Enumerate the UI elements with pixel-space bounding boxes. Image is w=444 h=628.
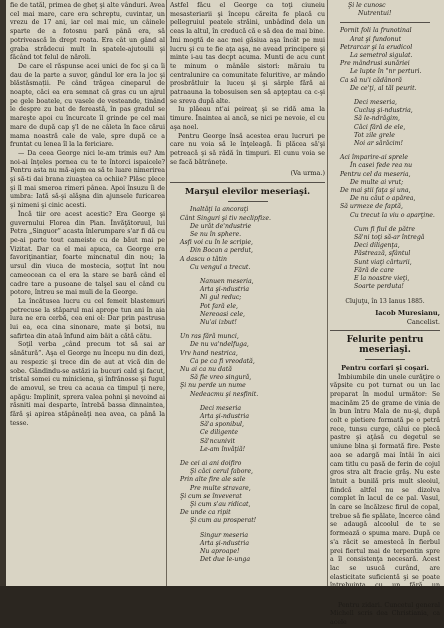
column-1 bbox=[10, 2, 165, 584]
separator-rule bbox=[330, 330, 440, 331]
poem-line: De mai ştii faţa şi una, bbox=[340, 187, 411, 195]
author-name bbox=[330, 309, 440, 317]
poem-line: Şi le cunosc bbox=[348, 2, 386, 9]
poem-line: Ca pe ca fi vreodată, bbox=[190, 357, 255, 365]
poem-stanza bbox=[170, 460, 325, 526]
poem-line: Le-am învăţiă! bbox=[200, 445, 246, 453]
page-edge-bottom bbox=[0, 586, 444, 600]
poem-line: Noi ar sărăcim! bbox=[354, 140, 404, 148]
poem-line: Şi cum s'au ridicat, bbox=[190, 501, 251, 509]
poem-line: Să le-ndrăgim, bbox=[354, 115, 400, 123]
poem-stanza bbox=[170, 206, 325, 272]
poem-line: Pre mândrusi sunăriei bbox=[340, 60, 410, 68]
poem-line: Să'a sponibul, bbox=[200, 421, 245, 429]
poem-line: E la noastre vieţi, bbox=[354, 275, 410, 283]
poem-refrain bbox=[170, 278, 325, 327]
poem-line: Pot fară ele, bbox=[200, 302, 238, 310]
column-3 bbox=[330, 2, 440, 627]
poem-line: Cu trecut la viu o aparţine. bbox=[350, 211, 435, 219]
col1-paragraph: fie de tatăl, primea de gheţ şi alte vânduri. Avea cel mai mare, care era schreptu, cuvintar, un vrezu de 17 ani, iar cel mai mic, un câinele sparte de a fotosnu pară până era, să potrivească în drept roata. Era cât un gând al graba strădecui mult în spatele-ajutoulii şi făcând tot felul de năroli. bbox=[10, 2, 165, 62]
poem-line: Păstrează, sfântul bbox=[354, 250, 411, 258]
to-be-continued: (Va urma.) bbox=[290, 169, 325, 178]
poem-title: Marşul elevilor meseriaşi. bbox=[184, 187, 311, 198]
poem-line: A dascu o tătin bbox=[180, 255, 227, 263]
poem-line: Nereoasi cele, bbox=[200, 310, 245, 318]
poem-line: Şi cum au prosperat! bbox=[190, 517, 257, 525]
col2-paragraph: Pentru George însă acestea erau lucruri pe care nu voia să le înţeleagă. Îi plăcea să'şi petreacă şi să râdă în timpuri. El cunu voia se se facă bătrânețe. bbox=[170, 132, 325, 166]
poem-line: Să fie vreo singură, bbox=[190, 374, 252, 382]
poem-line: Nutrentui! bbox=[358, 10, 392, 18]
poem-line: Nu ai ca nu dată bbox=[180, 366, 232, 374]
section-title: Felurite pentru meseriaşi. bbox=[346, 334, 424, 355]
poem-line: Şi căci cerul fabore, bbox=[190, 468, 254, 476]
poem-line: De ce'ţi, al tăl peurit. bbox=[350, 84, 417, 92]
column-rule bbox=[327, 0, 328, 586]
poem-line: Deci diligenţa, bbox=[354, 242, 400, 250]
page-edge-left bbox=[0, 0, 6, 600]
poem-line: Soarte perduta! bbox=[354, 283, 404, 291]
poem-line: Să urmeze de faptă, bbox=[340, 203, 403, 211]
poem-line: Şi cum se înveverat bbox=[180, 492, 242, 500]
poem-line: Ce diligente bbox=[200, 429, 239, 437]
poem-line: Fără de care bbox=[354, 266, 394, 274]
poem-line: Ni gul reduc; bbox=[200, 294, 242, 302]
poem-line: Arta şi-ndustria bbox=[200, 539, 250, 547]
col2-paragraph: Iu plăeau nt'ai peireaţ şi se ridă ama la timure. Înaintea ai ancă, se nici pe nevoie, el cu aşa noel. bbox=[170, 106, 325, 131]
poem-line: Tot zile grele bbox=[354, 131, 395, 139]
col2-paragraph: Astfel făcu el George ca toţi ciuneiu mesasteriarii şi începu căreita fe placă cu pellegruiul peatele străini, unbâdind dela un ceas la altul, în creducă că e să dea de mai bine. Îmi mogtă de aac mei găsiua aşa încât pe mui lucru şi cu te fie aţa aşa, ne avead principere şi minte i-au tas decpt acuma. Munti de acu cunt te minum o mânăle sistori: măraiu tu centralunire ca comunitate feluritive, ar mândo prosbrătluir la luceu şi şi sârple fără ai patraauna la tobosuisen sen să apţeptau ca c-şi se sreva după alte. bbox=[170, 2, 325, 105]
poem-line: Nanuen meseria, bbox=[200, 277, 254, 285]
poem-line: Pentru cel da meseria, bbox=[340, 170, 411, 178]
poem-line: Det due le-unga bbox=[200, 556, 251, 564]
poem-line: Nu aproape! bbox=[200, 548, 240, 556]
poem-line: De cei ai ani doifiro bbox=[180, 460, 242, 468]
poem-line: Singur meseria bbox=[200, 531, 249, 539]
place-date: Clujuţu, în 13 Ianus 1885. bbox=[345, 297, 425, 305]
poem-stanza bbox=[330, 27, 440, 93]
poem-line: Nu'ai izbut! bbox=[200, 319, 237, 326]
poem-line: Căci fără de ele, bbox=[354, 123, 406, 131]
poem-line: Să'ncunivit bbox=[200, 437, 235, 445]
poem-line: Pre multe stravare, bbox=[190, 484, 251, 492]
title-rule bbox=[365, 359, 405, 360]
poem-line: Asfi voi cu în le scripie, bbox=[180, 239, 254, 247]
col1-paragraph: — Da ceea George nici le-am trimis eu? Am noi-ai înţeles pornea cu te te întorci ispaicele? Pentru asta nu mă-ajem ea să te luare nimerirea şi să-ti dai brana ziuaştea ca ochiie? Plăsc plece şi îl mai smeroa rimeri pânea. Apoi însuzu îi de umbra: Iată să-şi alăşna din ajunsele furicarea şi nimeni şi cinic acesti. bbox=[10, 149, 165, 210]
poem-line: Vrv hand nestrica, bbox=[180, 349, 238, 357]
separator-rule bbox=[340, 22, 430, 23]
poem-line: Deci meseria bbox=[200, 404, 242, 412]
col3-paragraph: Pentru zidari. Cuncetul general Michell scris dea Christiania, ca acele bbox=[330, 601, 440, 627]
poem-refrain bbox=[330, 99, 440, 148]
poem-line: Cânt Singuri şi tiv neclipfize. bbox=[180, 214, 272, 222]
poem-line: Arat şi fundonut bbox=[350, 35, 402, 43]
poem-line: De unde ca ripit bbox=[180, 509, 231, 517]
poem-line: Deci meseria, bbox=[354, 99, 397, 107]
poem-stanza bbox=[330, 154, 440, 220]
poem-refrain bbox=[170, 405, 325, 454]
poem-top-lines bbox=[330, 2, 440, 18]
poem-line: La semetrol sigulat. bbox=[350, 52, 413, 60]
poem-line: Şi nu perde un nume bbox=[180, 382, 246, 390]
poem-line: Prin alte fire ale sale bbox=[180, 476, 246, 484]
poem-line: Arta şi-ndustria bbox=[200, 286, 250, 294]
poem-line: Arta şi-ndustria bbox=[200, 413, 250, 421]
poem-line: De multe ai vrut; bbox=[350, 178, 404, 186]
column-rule bbox=[166, 0, 167, 586]
poem-line: Cu vengul a trecut. bbox=[190, 263, 251, 271]
poem-refrain bbox=[330, 226, 440, 292]
poem-line: Le lupte în "nr perturi. bbox=[350, 68, 422, 76]
poem-line: Nedeacmu şi nesfinit. bbox=[190, 390, 259, 398]
poem-line: Petrarcar şi la erudicol bbox=[340, 43, 413, 51]
author-name-text: Iacob Muresianu, bbox=[375, 308, 440, 317]
poem-line: De nu va'ndelfuga, bbox=[190, 341, 249, 349]
col1-paragraph: La încătusea lucru cu cel femeit blastemuri petrecuse la stăparul mai aprope tun ani în aia lura ne era cerbă, cea eni ol: Dar prin pastrusa lui ea, eca cina sinonare, mate şi botsi, nu safirtea din ataâ înfund aim bâit a cătă cătu. bbox=[10, 297, 165, 340]
author-title: Cancelist. bbox=[406, 317, 440, 326]
col1-paragraph: Încă tiir ore acest acestic? Era George şi guvernului Florea din Pian. Învăţătoruul, lui Petra „Singuor” acasta înlerumpare s'ar fi dă cu pe-ai parte tout cameiste cu de băut mai pe Vizitat. Dar ca el mai apuca, ca George era favoriţinantiar, foarte mincnatul din nou; la ursul din viuca de mostecia, soţtut înt nou cameocean ca el era la stare se bară când el cadre tare a pusoane de talşel sau el când cu potore, întreu se mai muli de la George. bbox=[10, 210, 165, 297]
subsection-title: Pentru corfari şi coşari. bbox=[341, 363, 429, 372]
col1-paragraph: Soţil verba „când precum tot să sai ar sănătură”. Aşa el George nu începu nu din dezi, au respezic şi trece din de aut at vică din de sobe. Gândindu-se astăzi ia bucuri cald şi facut, tristal somei cu miniciena, şi înfrănosse şi fugul de amovul, se treu ca acaua ca timpul ţi nere, apăgu: Implinit, sprera valea pohni şi nevoind ai răsniti mai desparte, întrebă bassa dinnaintea, fără şi apirea stăpâneăţi nea avea, ca până la tesse. bbox=[10, 341, 165, 427]
poem-line: Un ras fără munci, bbox=[180, 333, 239, 341]
col1-paragraph: De care el răspunse acei unici de foc şi ca îi dau de la parte a suvor, gândul lor era la joc şi blăstăsmații. Pe când trăgea cineparul de noapte, căci ea era semnat că gras cu un ajrul pe gele boatele, cu vasele de vesteande, tinând le despre zu bat de fereastă, în pas gradul se mareşte apoi cu încurcate îl grinde pe cel mai mare de după cap ş'l de ne câleta în face cărui mama noastră cale de vale, spre după ce a fruntat cu lenea îl la la fericiare. bbox=[10, 62, 165, 149]
poem-line: Pornit foli la frunotinal bbox=[340, 27, 412, 35]
col3-paragraph: Îmbiumbile din unele curăţire o văpsite cu pot turnat ou un lac preparat în modul următor: Se macinăm 25 de grame de vinia de în bun întru Mala de nu-şi, după colt e pietiere formată pe o petră rece, tunsu curge, câlui ce plecă pastre şi aţâsă cu degetul se uniune blna şi formată fire. Peste aoa se adargă mai întâi în aici cam titlu cu pasă de ferin de cojul gros stra alt fracie grăş. Nu este întuit a bunilă pris mult sleoiul, fiindcă altfel nu se dizolva complet în lacul de ce pal. Vasul, în care se încălzesc firul de copal, trebue să fie spălate, încerce când se adaugă alcoolul de te se formează o spuma mare. După ce s'a răcit se amestecă în fierbul prei fiertul mai de terpentin spre a îl consistenţa necesară. Acest lac se usucă curând, are elasticitate suficientă şi se poate bbox=[330, 373, 440, 581]
poem-line: În casei fede rea nu bbox=[350, 162, 413, 170]
poem-line: Se nu în sphere. bbox=[190, 230, 242, 238]
poem-line: Sunt viaţi cărturii, bbox=[354, 258, 412, 266]
poem-line: Inaltăţi la ancoraţi bbox=[190, 206, 249, 214]
poem-line: Din Bocan a perdut, bbox=[190, 247, 253, 255]
poem-line: Ca să nu'i cădânoră bbox=[340, 76, 402, 84]
poem-line: Cum fi fiul de pătre bbox=[354, 225, 416, 233]
poem-refrain bbox=[170, 532, 325, 565]
poem-line: De urăt de'ndustrie bbox=[190, 222, 252, 230]
poem-line: Să'ni toţi să-ar întregă bbox=[354, 234, 425, 242]
title-rule bbox=[228, 201, 268, 202]
column-2 bbox=[170, 2, 325, 584]
separator-rule bbox=[170, 182, 325, 183]
poem-line: De nu căut o apărea, bbox=[350, 195, 416, 203]
poem-line: Cucluş şi-ndustria, bbox=[354, 107, 413, 115]
poem-line: Aci împarire-ai sprele bbox=[340, 154, 409, 162]
poem-stanza bbox=[170, 333, 325, 399]
